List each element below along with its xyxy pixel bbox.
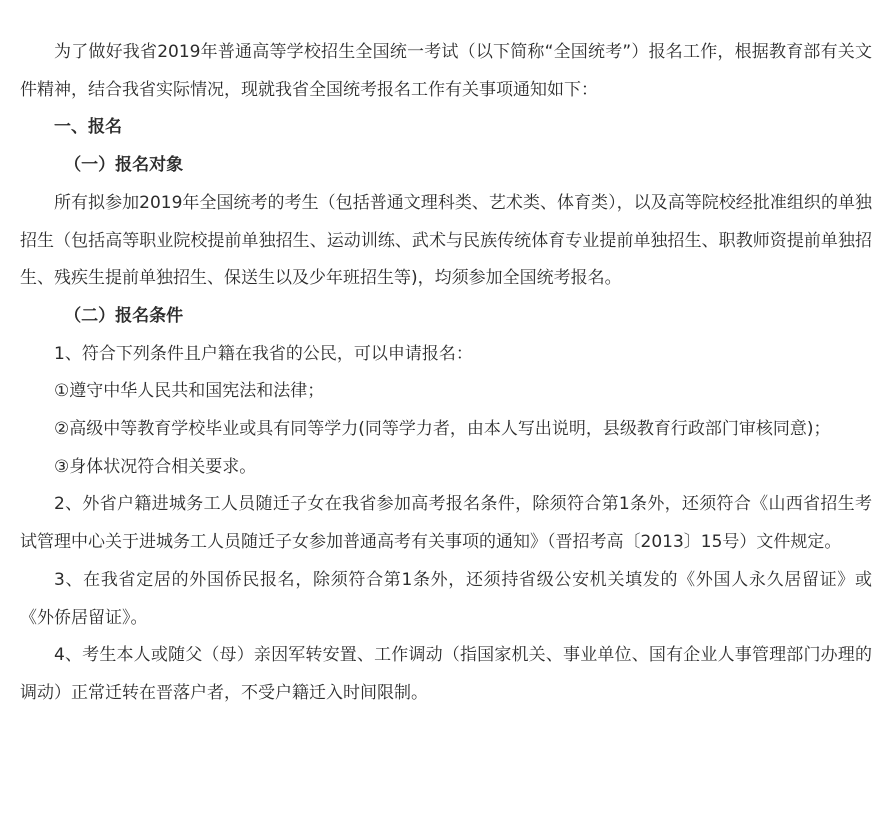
subsection-heading-registration-targets: （一）报名对象 [64,155,184,176]
condition-3-paragraph: 3、在我省定居的外国侨民报名，除须符合第1条外，还须持省级公安机关填发的《外国人永久居留证》或《外侨居留证》。 [20,569,872,628]
condition-1-paragraph: 1、符合下列条件且户籍在我省的公民，可以申请报名： [54,343,473,364]
section-heading-registration: 一、报名 [54,117,122,138]
subsection-heading-registration-conditions: （二）报名条件 [64,305,184,326]
condition-1-item-b: ②高级中等教育学校毕业或具有同等学力(同等学力者，由本人写出说明，县级教育行政部门审核同意)； [54,419,831,440]
registration-targets-paragraph: 所有拟参加2019年全国统考的考生（包括普通文理科类、艺术类、体育类），以及高等院校经批准组织的单独招生（包括高等职业院校提前单独招生、运动训练、武术与民族传统体育专业提前单独招生、职教师资提前单独招生、残疾生提前单独招生、保送生以及少年班招生等)，均须参加全国统考报名。 [20,192,872,289]
condition-4-paragraph: 4、考生本人或随父（母）亲因军转安置、工作调动（指国家机关、事业单位、国有企业人事管理部门办理的调动）正常迁转在晋落户者，不受户籍迁入时间限制。 [20,645,872,703]
condition-1-item-a: ①遵守中华人民共和国宪法和法律； [54,381,325,402]
condition-1-item-c: ③身体状况符合相关要求。 [54,456,257,477]
condition-2-paragraph: 2、外省户籍进城务工人员随迁子女在我省参加高考报名条件，除须符合第1条外，还须符合《山西省招生考试管理中心关于进城务工人员随迁子女参加普通高考有关事项的通知》（晋招考高〔2013〕15号）文件规定。 [20,494,872,553]
intro-paragraph: 为了做好我省2019年普通高等学校招生全国统一考试（以下简称“全国统考”）报名工作，根据教育部有关文件精神，结合我省实际情况，现就我省全国统考报名工作有关事项通知如下： [20,42,872,100]
